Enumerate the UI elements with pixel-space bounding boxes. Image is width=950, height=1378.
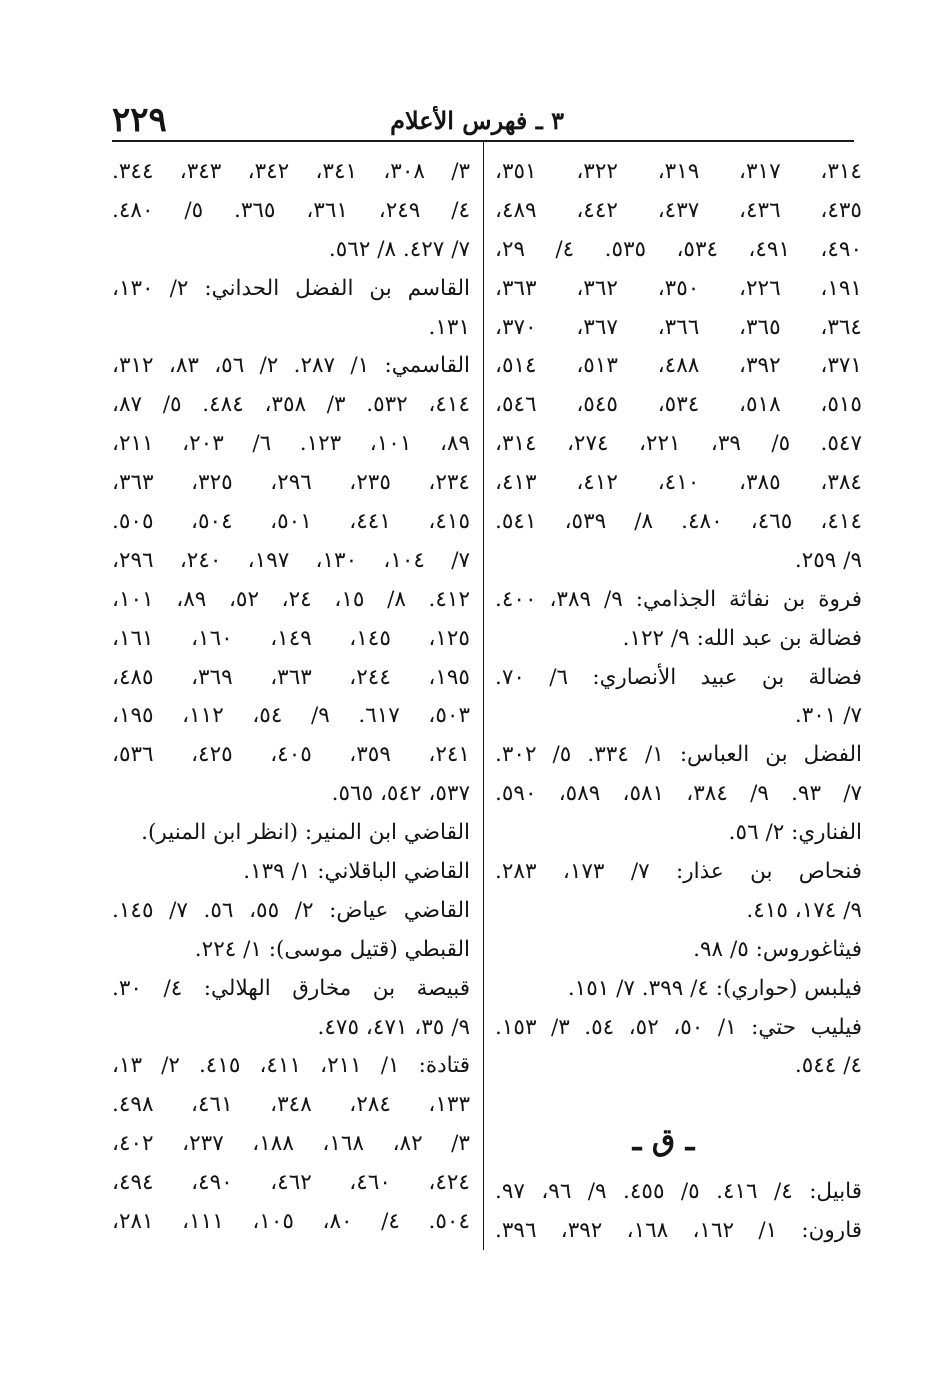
index-line: فيثاغوروس: ٥/ ٩٨. — [693, 936, 862, 962]
index-line: قتادة: ١/ ٢١١، ٤١١، ٤١٥. ٢/ ١٣، — [112, 1053, 470, 1079]
index-line: ٨٩، ١٠١، ١٢٣. ٦/ ٢٠٣، ٢١١، — [112, 431, 470, 457]
index-line: ٥٠٣، ٦١٧. ٩/ ٥٤، ١١٢، ١٩٥، — [112, 703, 470, 729]
index-line: ٢٤١، ٣٥٩، ٤٠٥، ٤٢٥، ٥٣٦، — [112, 742, 470, 768]
index-line: ٤١٢. ٨/ ١٥، ٢٤، ٥٢، ٨٩، ١٠١، — [112, 586, 470, 612]
right-column-entries-after-section — [495, 1173, 862, 1251]
index-line: ٤١٥، ٤٤١، ٥٠١، ٥٠٤، ٥٠٥. — [112, 509, 470, 535]
index-line: ٣٧١، ٣٩٢، ٤٨٨، ٥١٣، ٥١٤، — [495, 353, 862, 379]
index-line: القاسم بن الفضل الحداني: ٢/ ١٣٠، — [112, 275, 470, 301]
index-line: فضالة بن عبد الله: ٩/ ١٢٢. — [622, 625, 862, 651]
index-line: ١٩١، ٢٢٦، ٣٥٠، ٣٦٢، ٣٦٣، — [495, 275, 862, 301]
index-line: ٣٨٤، ٣٨٥، ٤١٠، ٤١٢، ٤١٣، — [495, 470, 862, 496]
index-line: ٩/ ١٧٤، ٤١٥. — [746, 897, 862, 923]
index-line: ٥٠٤. ٤/ ٨٠، ١٠٥، ١١١، ٢٨١، — [112, 1209, 470, 1235]
index-line: قبيصة بن مخارق الهلالي: ٤/ ٣٠. — [112, 975, 470, 1001]
index-line: قارون: ١/ ١٦٢، ١٦٨، ٣٩٢، ٣٩٦. — [495, 1218, 862, 1244]
index-line: ٧/ ٩٣. ٩/ ٣٨٤، ٥٨١، ٥٨٩، ٥٩٠. — [495, 781, 862, 807]
index-line: ٧/ ١٠٤، ١٣٠، ١٩٧، ٢٤٠، ٢٩٦، — [112, 547, 470, 573]
index-line: القاضي ابن المنير: (انظر ابن المنير). — [141, 820, 470, 846]
index-line: ٣/ ٨٢، ١٦٨، ١٨٨، ٢٣٧، ٤٠٢، — [112, 1131, 470, 1157]
index-line: ٥٤٧. ٥/ ٣٩، ٢٢١، ٢٧٤، ٣١٤، — [495, 431, 862, 457]
index-line: ٤٢٤، ٤٦٠، ٤٦٢، ٤٩٠، ٤٩٤، — [112, 1170, 470, 1196]
index-line: ٩/ ٣٥، ٤٧١، ٤٧٥. — [317, 1014, 470, 1040]
left-column-entries — [112, 153, 470, 1242]
index-line: ١٣١. — [428, 314, 470, 340]
index-line: فيلبس (حواري): ٤/ ٣٩٩. ٧/ ١٥١. — [567, 975, 862, 1001]
left-column — [112, 153, 470, 1242]
index-line: ١٩٥، ٢٤٤، ٣٦٣، ٣٦٩، ٤٨٥، — [112, 664, 470, 690]
index-line: الفناري: ٢/ ٥٦. — [728, 820, 862, 846]
index-line: ٧/ ٣٠١. — [794, 703, 862, 729]
index-line: القاسمي: ١/ ٢٨٧. ٢/ ٥٦، ٨٣، ٣١٢، — [112, 353, 470, 379]
page-number: ٢٢٩ — [112, 100, 167, 140]
index-line: فنحاص بن عذار: ٧/ ١٧٣، ٢٨٣. — [495, 859, 862, 885]
index-line: فيليب حتي: ١/ ٥٠، ٥٢، ٥٤. ٣/ ١٥٣. — [495, 1014, 862, 1040]
index-line: ٢٣٤، ٢٣٥، ٢٩٦، ٣٢٥، ٣٦٣، — [112, 470, 470, 496]
index-line: ٤/ ٥٤٤. — [794, 1053, 862, 1079]
index-line: ٤١٤، ٥٣٢. ٣/ ٣٥٨، ٤٨٤. ٥/ ٨٧، — [112, 392, 470, 418]
index-line: القاضي الباقلاني: ١/ ١٣٩. — [243, 859, 470, 885]
column-divider — [483, 142, 484, 1250]
index-line: فضالة بن عبيد الأنصاري: ٦/ ٧٠. — [495, 664, 862, 690]
section-letter-qaf: ـ ق ـ — [632, 1123, 695, 1159]
page-header — [112, 100, 854, 140]
index-line: ٥١٥، ٥١٨، ٥٣٤، ٥٤٥، ٥٤٦، — [495, 392, 862, 418]
index-line: الفضل بن العباس: ١/ ٣٣٤. ٥/ ٣٠٢. — [495, 742, 862, 768]
index-line: ٣/ ٣٠٨، ٣٤١، ٣٤٢، ٣٤٣، ٣٤٤. — [112, 159, 470, 184]
index-line: ٣١٤، ٣١٧، ٣١٩، ٣٢٢، ٣٥١، — [495, 159, 862, 184]
index-line: ٤/ ٢٤٩، ٣٦١، ٣٦٥. ٥/ ٤٨٠. — [112, 197, 470, 223]
index-line: ٣٦٤، ٣٦٥، ٣٦٦، ٣٦٧، ٣٧٠، — [495, 314, 862, 340]
index-line: القاضي عياض: ٢/ ٥٥، ٥٦. ٧/ ١٤٥. — [112, 897, 470, 923]
index-line: قابيل: ٤/ ٤١٦. ٥/ ٤٥٥. ٩/ ٩٦، ٩٧. — [495, 1179, 862, 1205]
index-line: ٧/ ٤٢٧. ٨/ ٥٦٢. — [328, 236, 470, 262]
running-title: ٣ ـ فهرس الأعلام — [390, 106, 564, 135]
index-line: ٤٩٠، ٤٩١، ٥٣٤، ٥٣٥. ٤/ ٢٩، — [495, 236, 862, 262]
index-line: فروة بن نفاثة الجذامي: ٩/ ٣٨٩، ٤٠٠. — [495, 586, 862, 612]
index-line: ٥٣٧، ٥٤٢، ٥٦٥. — [331, 781, 470, 807]
index-line: ٤١٤، ٤٦٥، ٤٨٠. ٨/ ٥٣٩، ٥٤١. — [495, 509, 862, 535]
index-line: ١٣٣، ٢٨٤، ٣٤٨، ٤٦١، ٤٩٨. — [112, 1092, 470, 1118]
index-line: ٤٣٥، ٤٣٦، ٤٣٧، ٤٤٢، ٤٨٩، — [495, 197, 862, 223]
index-line: ٩/ ٢٥٩. — [794, 547, 862, 573]
right-column-entries — [495, 153, 862, 1086]
index-line: ١٢٥، ١٤٥، ١٤٩، ١٦٠، ١٦١، — [112, 625, 470, 651]
index-line: القبطي (قتيل موسى): ١/ ٢٢٤. — [194, 936, 470, 962]
right-column — [495, 153, 862, 1251]
